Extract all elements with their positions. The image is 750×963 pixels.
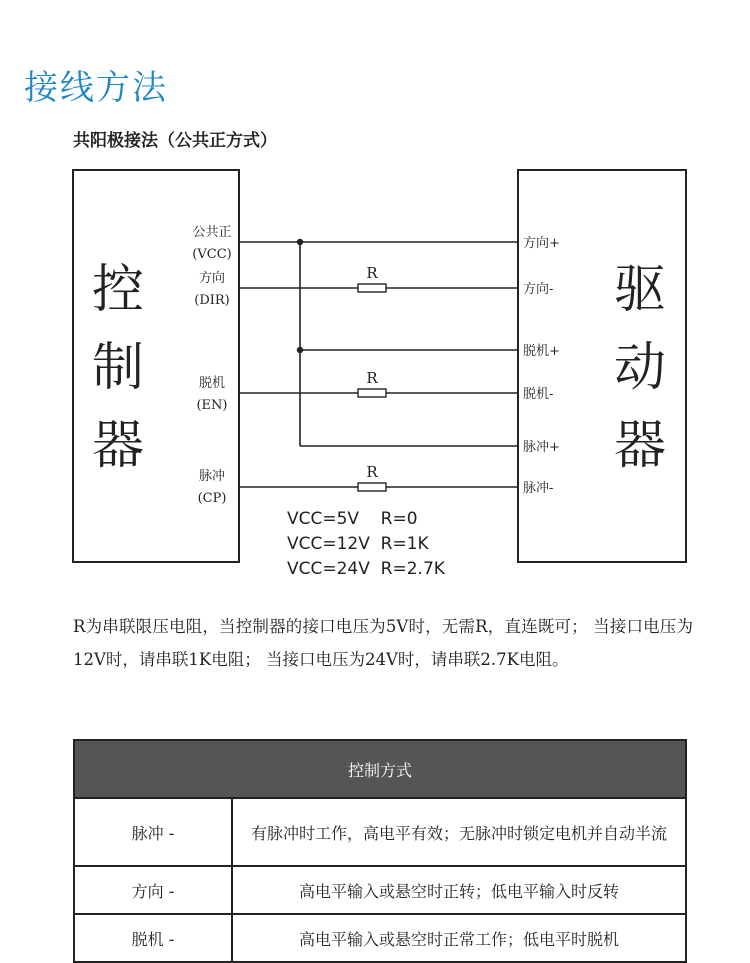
driver-char-2: 动	[613, 338, 667, 398]
table-row	[74, 798, 686, 866]
driver-pin-6: 脉冲-	[523, 481, 554, 496]
resistor-cp	[358, 483, 386, 491]
vcc-note-3: VCC=24V R=2.7K	[287, 559, 445, 579]
table-row	[74, 866, 686, 914]
resistor-dir	[358, 284, 386, 292]
driver-char-3: 器	[613, 416, 667, 476]
resistor-label-en: R	[366, 369, 378, 387]
vcc-note-2: VCC=12V R=1K	[287, 534, 429, 554]
resistor-label-cp: R	[366, 463, 378, 481]
junction-dot-1	[297, 239, 303, 245]
driver-pin-2: 方向-	[523, 282, 554, 297]
pin-en-code: (EN)	[196, 398, 228, 413]
wiring-subtitle: 共阳极接法（公共正方式）	[73, 131, 277, 151]
driver-pin-3: 脱机+	[523, 344, 560, 359]
control-mode-table	[73, 739, 687, 963]
driver-char-1: 驱	[613, 260, 667, 320]
controller-char-2: 制	[91, 338, 145, 398]
pin-cp-name: 脉冲	[198, 469, 226, 484]
pin-cp-code: (CP)	[197, 491, 227, 506]
controller-char-3: 器	[91, 416, 145, 476]
pin-en-name: 脱机	[198, 376, 226, 391]
table-row-key: 脱机 -	[74, 914, 232, 962]
pin-dir-name: 方向	[198, 271, 226, 286]
table-row-value: 有脉冲时工作，高电平有效；无脉冲时锁定电机并自动半流	[232, 798, 686, 866]
resistor-label-dir: R	[366, 264, 378, 282]
driver-pin-4: 脱机-	[523, 387, 554, 402]
table-header: 控制方式	[74, 740, 686, 798]
controller-char-1: 控	[91, 260, 145, 320]
resistor-en	[358, 389, 386, 397]
driver-pin-5: 脉冲+	[523, 440, 560, 455]
resistor-description: R为串联限压电阻，当控制器的接口电压为5V时，无需R，直连既可； 当接口电压为12V时，请串联1K电阻； 当接口电压为24V时，请串联2.7K电阻。	[73, 617, 693, 669]
table-row-value: 高电平输入或悬空时正常工作；低电平时脱机	[232, 914, 686, 962]
table-row-key: 方向 -	[74, 866, 232, 914]
page-title: 接线方法	[24, 68, 168, 108]
table-row-value: 高电平输入或悬空时正转；低电平输入时反转	[232, 866, 686, 914]
pin-vcc-code: (VCC)	[192, 247, 232, 262]
table-row	[74, 914, 686, 962]
junction-dot-2	[297, 347, 303, 353]
table-row-key: 脉冲 -	[74, 798, 232, 866]
pin-dir-code: (DIR)	[194, 293, 230, 308]
vcc-note-1: VCC=5V R=0	[287, 509, 418, 529]
pin-vcc-name: 公共正	[192, 225, 232, 240]
driver-pin-1: 方向+	[523, 236, 560, 251]
